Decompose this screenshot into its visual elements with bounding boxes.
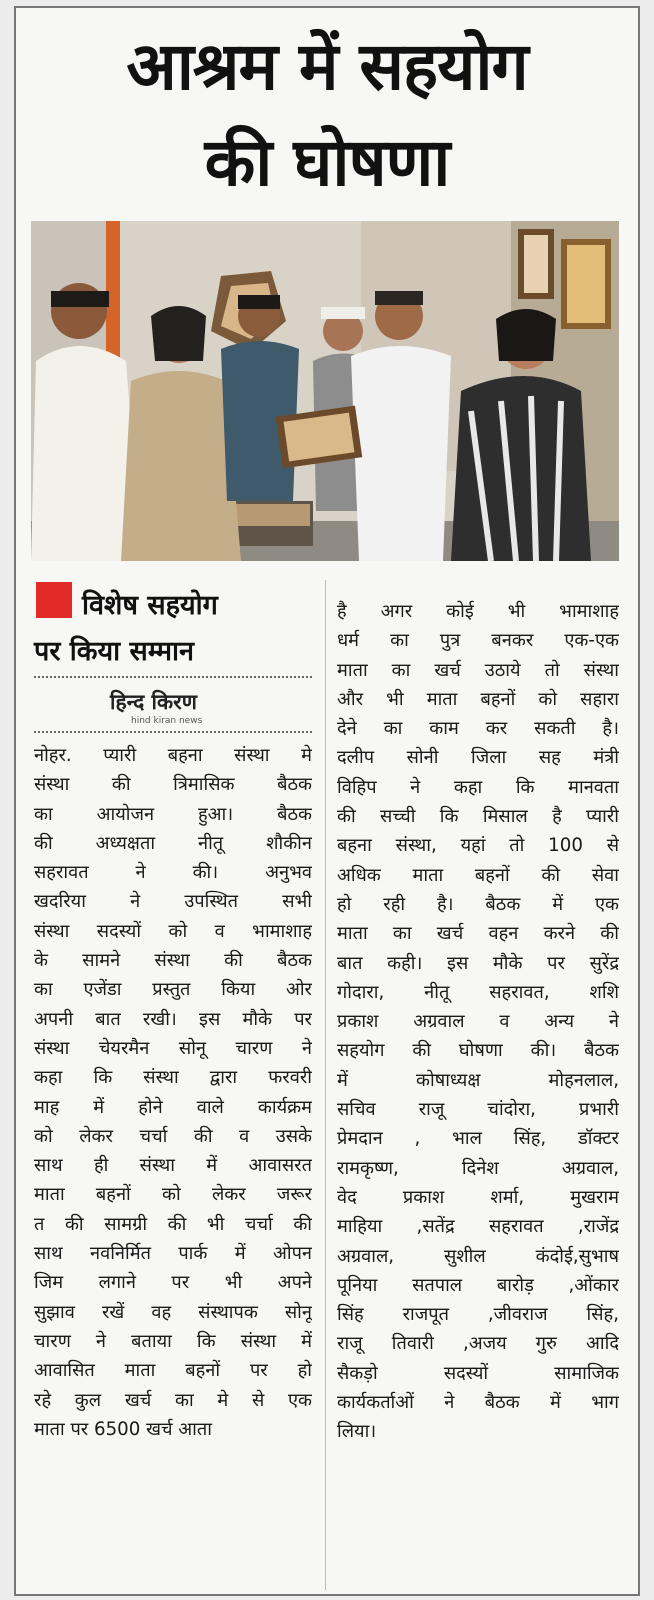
article-line: साथ ही संस्था में आवासरत (34, 1155, 312, 1177)
dotted-divider-bottom (34, 731, 312, 733)
article-column-2 (337, 597, 619, 1447)
article-line: देने का काम कर सकती है। (337, 718, 619, 740)
article-line: सहरावत ने की। अनुभव (34, 862, 312, 884)
article-line: बात कही। इस मौके पर सुरेंद्र (337, 952, 619, 974)
article-line: कहा कि संस्था द्वारा फरवरी (34, 1067, 312, 1089)
article-line: विहिप ने कहा कि मानवता (337, 776, 619, 798)
article-line: है अगर कोई भी भामाशाह (337, 601, 619, 622)
article-line: दलीप सोनी जिला सह मंत्री (337, 747, 619, 769)
article-line: माता का खर्च उठाये तो संस्था (337, 659, 619, 681)
article-line: सुझाव रखें वह संस्थापक सोनू (34, 1301, 312, 1323)
article-line: के सामने संस्था की बैठक (34, 950, 312, 972)
article-line: माता बहनों को लेकर जरूर (34, 1184, 312, 1206)
byline: हिन्द किरण (110, 690, 197, 714)
article-line: चारण ने बताया कि संस्था में (34, 1330, 312, 1352)
column-divider (325, 580, 326, 1590)
article-line: कार्यकर्ताओं ने बैठक में भाग (337, 1392, 619, 1414)
article-line: रामकृष्ण, दिनेश अग्रवाल, (337, 1157, 619, 1179)
article-line: सचिव राजू चांदोरा, प्रभारी (337, 1099, 619, 1121)
article-line: माता पर 6500 खर्च आता (34, 1418, 212, 1440)
article-line: माहिया ,सतेंद्र सहरावत ,राजेंद्र (337, 1216, 619, 1238)
subheadline-line-1: विशेष सहयोग (82, 590, 218, 621)
subheadline-line-2: पर किया सम्मान (34, 636, 195, 667)
article-line: साथ नवनिर्मित पार्क में ओपन (34, 1243, 312, 1265)
article-line: राजू तिवारी ,अजय गुरु आदि (337, 1333, 619, 1355)
dotted-divider-top (34, 676, 312, 678)
article-line: सिंह राजपूत ,जीवराज सिंह, (337, 1304, 619, 1326)
article-line: सहयोग की घोषणा की। बैठक (337, 1040, 619, 1062)
article-line: संस्था चेयरमैन सोनू चारण ने (34, 1037, 312, 1059)
article-line: संस्था की त्रिमासिक बैठक (34, 774, 312, 796)
article-line: हो रही है। बैठक में एक (337, 893, 619, 915)
article-line: आवासित माता बहनों पर हो (34, 1360, 312, 1382)
article-line: प्रेमदान , भाल सिंह, डॉक्टर (337, 1128, 619, 1150)
article-line: सैकड़ो सदस्यों सामाजिक (337, 1362, 619, 1384)
article-column-1 (34, 741, 312, 1444)
article-line: संस्था सदस्यों को व भामाशाह (34, 920, 312, 942)
headline-line-2: की घोषणा (204, 124, 450, 201)
article-line: वेद प्रकाश शर्मा, मुखराम (337, 1186, 619, 1208)
article-line: की सच्ची कि मिसाल है प्यारी (337, 806, 619, 828)
article-line: रहे कुल खर्च का मे से एक (34, 1389, 312, 1411)
article-line: नोहर. प्यारी बहना संस्था मे (34, 745, 312, 766)
article-line: को लेकर चर्चा की व उसके (34, 1125, 312, 1147)
article-line: गोदारा, नीतू सहरावत, शशि (337, 981, 619, 1003)
article-line: त की सामग्री की भी चर्चा की (34, 1213, 312, 1235)
article-line: लिया। (337, 1421, 377, 1443)
section-marker-square (36, 582, 72, 618)
group-photo (31, 221, 619, 561)
article-line: अपनी बात रखी। इस मौके पर (34, 1008, 312, 1030)
article-line: माह में होने वाले कार्यक्रम (34, 1096, 312, 1118)
article-line: जिम लगाने पर भी अपने (34, 1272, 312, 1294)
group-photo-illustration (31, 221, 619, 561)
byline-subtext: hind kiran news (131, 716, 203, 726)
article-line: धर्म का पुत्र बनकर एक-एक (337, 630, 619, 652)
article-line: का आयोजन हुआ। बैठक (34, 803, 312, 825)
article-line: माता का खर्च वहन करने की (337, 923, 619, 945)
article-line: का एजेंडा प्रस्तुत किया ओर (34, 979, 312, 1001)
article-line: पूनिया सतपाल बारोड़ ,ओंकार (337, 1274, 619, 1296)
article-line: प्रकाश अग्रवाल व अन्य ने (337, 1011, 619, 1033)
article-line: अग्रवाल, सुशील कंदोई,सुभाष (337, 1245, 619, 1267)
article-line: अधिक माता बहनों की सेवा (337, 864, 619, 886)
headline-line-1: आश्रम में सहयोग (126, 28, 528, 105)
article-line: में कोषाध्यक्ष मोहनलाल, (337, 1069, 619, 1091)
article-line: बहना संस्था, यहां तो 100 से (337, 835, 619, 857)
article-line: और भी माता बहनों को सहारा (337, 688, 619, 710)
article-line: की अध्यक्षता नीतू शौकीन (34, 832, 312, 854)
article-line: खदरिया ने उपस्थित सभी (34, 891, 312, 913)
